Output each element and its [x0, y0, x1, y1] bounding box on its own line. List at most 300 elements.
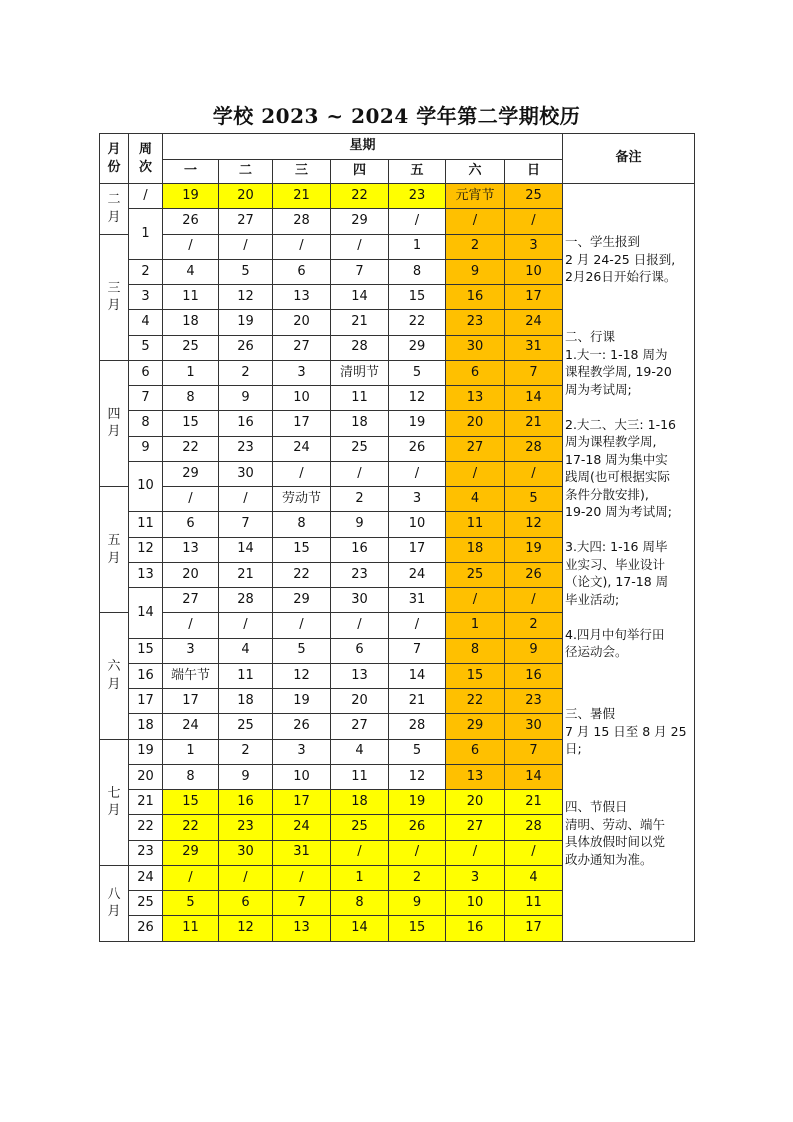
note-line: 业实习、毕业设计: [565, 556, 666, 572]
note-line: 日;: [565, 741, 582, 756]
day-cell: 13: [446, 765, 505, 790]
day-cell: 21: [505, 411, 563, 436]
day-cell: 20: [219, 184, 273, 209]
day-cell: 16: [331, 538, 389, 563]
week-cell: 7: [129, 386, 163, 411]
day-cell: 14: [219, 538, 273, 563]
week-cell: 5: [129, 336, 163, 361]
note-line: 3.大四: 1-16 周毕: [565, 539, 668, 554]
week-cell: 8: [129, 411, 163, 436]
day-cell: 7: [505, 361, 563, 386]
day-cell: /: [331, 462, 389, 487]
day-cell: 24: [273, 437, 331, 462]
day-cell: 2: [331, 487, 389, 512]
day-cell: 27: [331, 714, 389, 739]
day-cell: 27: [273, 336, 331, 361]
day-cell: 端午节: [163, 664, 219, 689]
day-cell: 5: [163, 891, 219, 916]
day-cell: 13: [331, 664, 389, 689]
day-cell: 15: [163, 790, 219, 815]
day-cell: 30: [446, 336, 505, 361]
day-cell: 2: [389, 866, 446, 891]
day-cell: 30: [219, 462, 273, 487]
day-cell: 16: [446, 916, 505, 941]
day-cell: /: [273, 866, 331, 891]
day-cell: 5: [219, 260, 273, 285]
day-cell: /: [389, 209, 446, 234]
day-cell: 7: [273, 891, 331, 916]
day-cell: 27: [446, 815, 505, 840]
day-cell: 29: [273, 588, 331, 613]
note-line: 2.大二、大三: 1-16: [565, 416, 676, 432]
week-cell: 26: [129, 916, 163, 941]
day-cell: 劳动节: [273, 487, 331, 512]
day-cell: 4: [219, 639, 273, 664]
day-cell: 17: [389, 538, 446, 563]
day-cell: 21: [505, 790, 563, 815]
day-cell: 15: [389, 916, 446, 941]
week-cell: 12: [129, 538, 163, 563]
day-cell: 30: [219, 841, 273, 866]
day-cell: 7: [389, 639, 446, 664]
day-cell: /: [219, 487, 273, 512]
day-cell: 11: [163, 916, 219, 941]
day-cell: 2: [219, 740, 273, 765]
day-cell: /: [389, 462, 446, 487]
day-cell: 6: [446, 740, 505, 765]
note-heading: 三、暑假: [565, 706, 616, 721]
day-cell: 3: [505, 235, 563, 260]
note-section: [565, 328, 693, 661]
day-cell: 22: [163, 815, 219, 840]
day-cell: 28: [331, 336, 389, 361]
day-cell: 11: [505, 891, 563, 916]
note-line: 2 月 24-25 日报到,: [565, 251, 676, 267]
week-cell: /: [129, 184, 163, 209]
day-cell: 20: [273, 310, 331, 335]
day-cell: 26: [389, 815, 446, 840]
day-cell: 7: [219, 512, 273, 537]
month-label-char: 二: [107, 192, 121, 208]
day-cell: 9: [505, 639, 563, 664]
note-section: [565, 798, 693, 868]
day-cell: /: [389, 613, 446, 638]
day-cell: 13: [273, 916, 331, 941]
day-cell: 元宵节: [446, 184, 505, 209]
day-cell: 11: [331, 386, 389, 411]
week-cell: 19: [129, 740, 163, 765]
day-cell: 14: [331, 285, 389, 310]
header-week: [129, 134, 163, 184]
header-day: 四: [331, 160, 389, 184]
day-cell: 20: [446, 790, 505, 815]
day-cell: 11: [331, 765, 389, 790]
day-cell: 23: [219, 815, 273, 840]
day-cell: 10: [446, 891, 505, 916]
day-cell: 18: [331, 411, 389, 436]
day-cell: 20: [163, 563, 219, 588]
note-line: 政办通知为准。: [565, 851, 653, 867]
day-cell: 30: [331, 588, 389, 613]
day-cell: /: [446, 588, 505, 613]
header-month: [100, 134, 129, 184]
day-cell: 26: [273, 714, 331, 739]
day-cell: 23: [219, 437, 273, 462]
day-cell: 28: [273, 209, 331, 234]
day-cell: 18: [446, 538, 505, 563]
day-cell: 18: [219, 689, 273, 714]
day-cell: 2: [446, 235, 505, 260]
day-cell: 22: [389, 310, 446, 335]
day-cell: /: [163, 235, 219, 260]
day-cell: 9: [446, 260, 505, 285]
note-line: 条件分散安排),: [565, 486, 649, 502]
note-line: [565, 608, 693, 626]
day-cell: 27: [446, 437, 505, 462]
week-cell: 25: [129, 891, 163, 916]
day-cell: 27: [163, 588, 219, 613]
month-label-char: 七: [107, 785, 121, 801]
header-week-char: 次: [138, 159, 152, 175]
note-section: [565, 233, 693, 286]
day-cell: 25: [505, 184, 563, 209]
day-cell: 8: [446, 639, 505, 664]
week-cell: 20: [129, 765, 163, 790]
day-cell: 19: [505, 538, 563, 563]
day-cell: 22: [446, 689, 505, 714]
day-cell: 19: [163, 184, 219, 209]
day-cell: 8: [163, 765, 219, 790]
day-cell: 4: [446, 487, 505, 512]
day-cell: 5: [505, 487, 563, 512]
month-cell: [100, 613, 129, 739]
day-cell: 15: [389, 285, 446, 310]
day-cell: 21: [331, 310, 389, 335]
day-cell: /: [331, 841, 389, 866]
day-cell: 12: [505, 512, 563, 537]
note-line: 4.四月中旬举行田: [565, 626, 665, 642]
day-cell: 29: [163, 841, 219, 866]
day-cell: 9: [219, 765, 273, 790]
day-cell: /: [219, 235, 273, 260]
day-cell: 19: [219, 310, 273, 335]
week-cell: 10: [129, 462, 163, 513]
month-label-char: 月: [107, 904, 121, 920]
day-cell: 7: [505, 740, 563, 765]
day-cell: 22: [331, 184, 389, 209]
week-cell: 9: [129, 437, 163, 462]
note-line: 践周(也可根据实际: [565, 469, 670, 484]
day-cell: 5: [389, 740, 446, 765]
day-cell: 25: [163, 336, 219, 361]
day-cell: 21: [219, 563, 273, 588]
month-label-char: 月: [107, 676, 121, 692]
day-cell: 13: [163, 538, 219, 563]
day-cell: 11: [219, 664, 273, 689]
day-cell: 2: [505, 613, 563, 638]
day-cell: 23: [446, 310, 505, 335]
month-label-char: 五: [107, 533, 121, 549]
header-day: 一: [163, 160, 219, 184]
day-cell: /: [273, 613, 331, 638]
day-cell: 16: [219, 411, 273, 436]
note-line: 毕业活动;: [565, 591, 620, 607]
day-cell: 12: [219, 916, 273, 941]
day-cell: 24: [273, 815, 331, 840]
week-cell: 23: [129, 841, 163, 866]
day-cell: 6: [446, 361, 505, 386]
header-notes: 备注: [563, 134, 694, 184]
day-cell: 20: [331, 689, 389, 714]
day-cell: /: [163, 487, 219, 512]
day-cell: 11: [163, 285, 219, 310]
day-cell: 3: [273, 740, 331, 765]
week-cell: 18: [129, 714, 163, 739]
note-line: 课程教学周, 19-20: [565, 364, 672, 379]
day-cell: 30: [505, 714, 563, 739]
day-cell: 23: [389, 184, 446, 209]
day-cell: 14: [389, 664, 446, 689]
day-cell: 9: [219, 386, 273, 411]
day-cell: 26: [505, 563, 563, 588]
day-cell: 14: [331, 916, 389, 941]
note-line: 周为考试周;: [565, 381, 632, 397]
month-label-char: 月: [107, 803, 121, 819]
note-heading: 一、学生报到: [565, 234, 641, 249]
day-cell: 3: [273, 361, 331, 386]
day-cell: 27: [219, 209, 273, 234]
day-cell: 24: [505, 310, 563, 335]
day-cell: 8: [331, 891, 389, 916]
day-cell: /: [331, 613, 389, 638]
note-line: （论文), 17-18 周: [565, 574, 669, 589]
week-cell: 17: [129, 689, 163, 714]
day-cell: 3: [163, 639, 219, 664]
day-cell: 8: [389, 260, 446, 285]
week-cell: 22: [129, 815, 163, 840]
day-cell: /: [446, 209, 505, 234]
day-cell: 10: [389, 512, 446, 537]
day-cell: 11: [446, 512, 505, 537]
month-label-char: 三: [107, 280, 121, 296]
day-cell: /: [389, 841, 446, 866]
week-cell: 1: [129, 209, 163, 260]
note-section: [565, 705, 693, 758]
day-cell: 5: [389, 361, 446, 386]
month-label-char: 四: [107, 406, 121, 422]
header-day: 六: [446, 160, 505, 184]
day-cell: 17: [505, 285, 563, 310]
week-cell: 21: [129, 790, 163, 815]
day-cell: /: [505, 588, 563, 613]
day-cell: 24: [163, 714, 219, 739]
day-cell: 15: [446, 664, 505, 689]
day-cell: 31: [505, 336, 563, 361]
day-cell: 14: [505, 386, 563, 411]
day-cell: 25: [219, 714, 273, 739]
week-cell: 24: [129, 866, 163, 891]
note-line: 周为课程教学周,: [565, 434, 657, 449]
day-cell: 28: [219, 588, 273, 613]
note-line: 17-18 周为集中实: [565, 451, 668, 467]
note-line: 具体放假时间以党: [565, 834, 666, 849]
day-cell: 4: [163, 260, 219, 285]
day-cell: 1: [331, 866, 389, 891]
day-cell: 16: [446, 285, 505, 310]
day-cell: 26: [219, 336, 273, 361]
day-cell: 清明节: [331, 361, 389, 386]
week-cell: 6: [129, 361, 163, 386]
week-cell: 4: [129, 310, 163, 335]
day-cell: 6: [219, 891, 273, 916]
page-title: 学校 2023 ~ 2024 学年第二学期校历: [212, 104, 581, 128]
note-line: [565, 521, 693, 539]
day-cell: 15: [273, 538, 331, 563]
day-cell: /: [505, 462, 563, 487]
note-line: 径运动会。: [565, 644, 628, 659]
day-cell: 4: [505, 866, 563, 891]
day-cell: 16: [219, 790, 273, 815]
day-cell: /: [331, 235, 389, 260]
day-cell: 19: [389, 411, 446, 436]
day-cell: /: [163, 866, 219, 891]
day-cell: 17: [273, 790, 331, 815]
day-cell: 13: [273, 285, 331, 310]
day-cell: 10: [505, 260, 563, 285]
day-cell: 13: [446, 386, 505, 411]
note-heading: 二、行课: [565, 329, 616, 344]
month-label-char: 月: [107, 209, 121, 225]
day-cell: 14: [505, 765, 563, 790]
day-cell: /: [505, 841, 563, 866]
note-heading: 四、节假日: [565, 799, 628, 814]
day-cell: 18: [163, 310, 219, 335]
day-cell: 24: [389, 563, 446, 588]
day-cell: 19: [273, 689, 331, 714]
day-cell: 17: [163, 689, 219, 714]
day-cell: 22: [163, 437, 219, 462]
day-cell: 6: [331, 639, 389, 664]
day-cell: 28: [389, 714, 446, 739]
day-cell: 12: [389, 765, 446, 790]
note-line: 2月26日开始行课。: [565, 269, 677, 284]
day-cell: 22: [273, 563, 331, 588]
day-cell: 25: [331, 815, 389, 840]
day-cell: 21: [389, 689, 446, 714]
day-cell: 29: [331, 209, 389, 234]
day-cell: 1: [163, 361, 219, 386]
day-cell: 1: [163, 740, 219, 765]
day-cell: 5: [273, 639, 331, 664]
day-cell: 20: [446, 411, 505, 436]
header-week-char: 周: [138, 141, 152, 157]
day-cell: 23: [331, 563, 389, 588]
day-cell: 9: [389, 891, 446, 916]
week-cell: 13: [129, 563, 163, 588]
day-cell: 29: [389, 336, 446, 361]
week-cell: 16: [129, 664, 163, 689]
month-cell: [100, 235, 129, 361]
header-day: 二: [219, 160, 273, 184]
month-cell: [100, 487, 129, 613]
day-cell: 6: [273, 260, 331, 285]
day-cell: 8: [273, 512, 331, 537]
day-cell: /: [163, 613, 219, 638]
day-cell: 16: [505, 664, 563, 689]
day-cell: 25: [331, 437, 389, 462]
day-cell: 1: [446, 613, 505, 638]
day-cell: 12: [219, 285, 273, 310]
month-cell: [100, 740, 129, 866]
day-cell: 17: [273, 411, 331, 436]
header-month-char: 份: [107, 159, 121, 175]
month-cell: [100, 361, 129, 487]
header-day: 三: [273, 160, 331, 184]
day-cell: /: [273, 235, 331, 260]
month-cell: [100, 866, 129, 942]
day-cell: 18: [331, 790, 389, 815]
day-cell: 6: [163, 512, 219, 537]
day-cell: 12: [273, 664, 331, 689]
day-cell: 15: [163, 411, 219, 436]
month-cell: [100, 184, 129, 235]
note-line: 1.大一: 1-18 周为: [565, 346, 668, 362]
day-cell: 28: [505, 437, 563, 462]
day-cell: 10: [273, 765, 331, 790]
note-line: 19-20 周为考试周;: [565, 504, 673, 519]
day-cell: 31: [273, 841, 331, 866]
day-cell: 19: [389, 790, 446, 815]
header-day: 日: [505, 160, 563, 184]
day-cell: 4: [331, 740, 389, 765]
day-cell: 17: [505, 916, 563, 941]
week-cell: 3: [129, 285, 163, 310]
day-cell: 8: [163, 386, 219, 411]
day-cell: 29: [446, 714, 505, 739]
day-cell: 26: [389, 437, 446, 462]
week-cell: 11: [129, 512, 163, 537]
day-cell: 31: [389, 588, 446, 613]
day-cell: /: [219, 866, 273, 891]
month-label-char: 八: [107, 886, 121, 902]
day-cell: 10: [273, 386, 331, 411]
note-line: [565, 398, 693, 416]
day-cell: 12: [389, 386, 446, 411]
day-cell: 21: [273, 184, 331, 209]
day-cell: 3: [389, 487, 446, 512]
day-cell: 7: [331, 260, 389, 285]
day-cell: /: [446, 462, 505, 487]
day-cell: /: [219, 613, 273, 638]
day-cell: 3: [446, 866, 505, 891]
week-cell: 14: [129, 588, 163, 639]
day-cell: 29: [163, 462, 219, 487]
day-cell: /: [273, 462, 331, 487]
day-cell: 2: [219, 361, 273, 386]
header-weekday-group: 星期: [163, 134, 563, 160]
day-cell: 25: [446, 563, 505, 588]
month-label-char: 月: [107, 424, 121, 440]
note-line: 清明、劳动、端午: [565, 816, 666, 832]
day-cell: 23: [505, 689, 563, 714]
week-cell: 2: [129, 260, 163, 285]
day-cell: 9: [331, 512, 389, 537]
day-cell: 1: [389, 235, 446, 260]
month-label-char: 月: [107, 298, 121, 314]
month-label-char: 六: [107, 659, 121, 675]
day-cell: 26: [163, 209, 219, 234]
day-cell: /: [446, 841, 505, 866]
